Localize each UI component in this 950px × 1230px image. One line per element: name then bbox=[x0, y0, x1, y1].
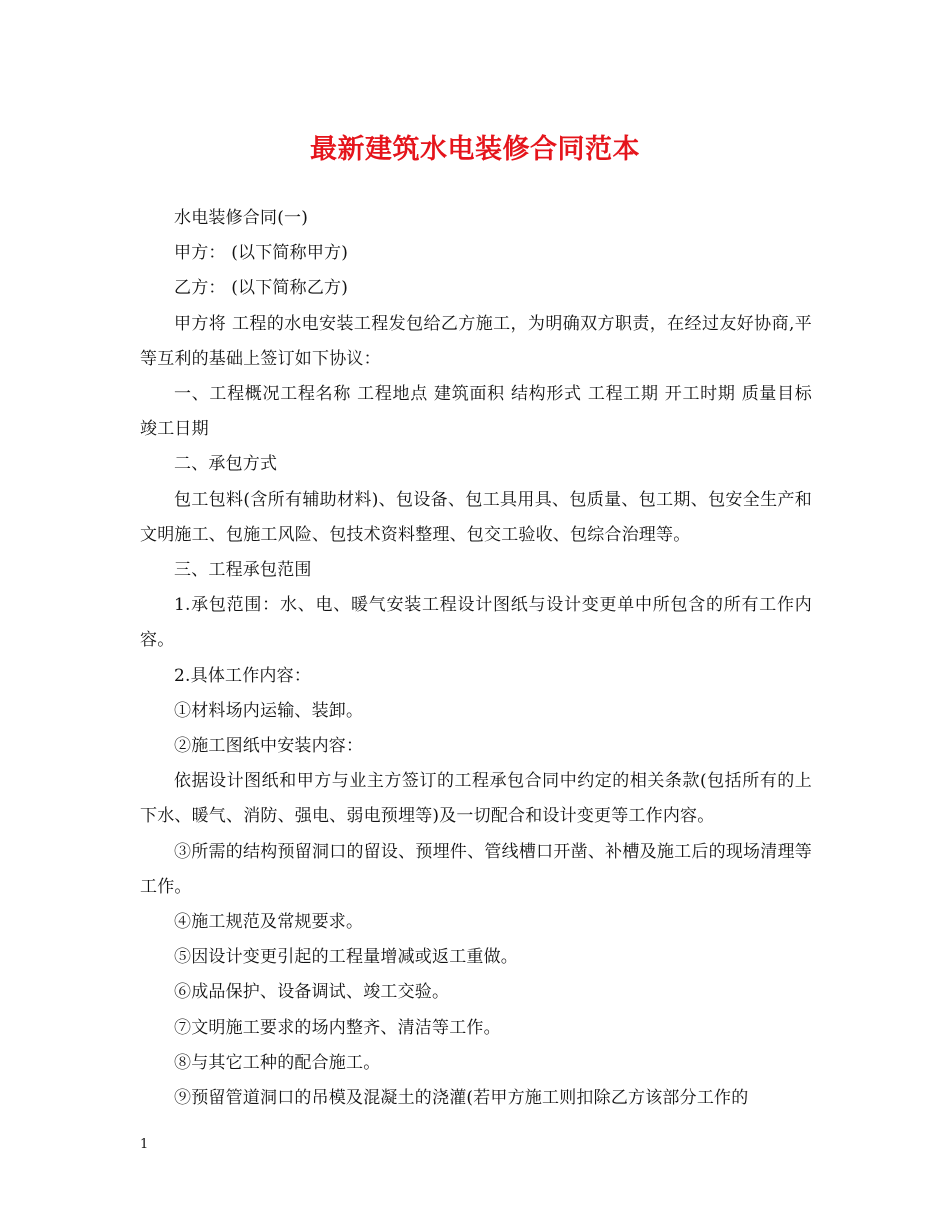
list-item-7: ⑦文明施工要求的场内整齐、清洁等工作。 bbox=[174, 1017, 501, 1038]
list-item-1: ①材料场内运输、装卸。 bbox=[174, 700, 364, 721]
paragraph-project-overview: 一、工程概况工程名称 工程地点 建筑面积 结构形式 工程工期 开工时期 质量目标 竣工日期 bbox=[140, 384, 812, 440]
document-body bbox=[140, 201, 812, 1116]
list-item-2: ②施工图纸中安装内容： bbox=[174, 736, 364, 757]
paragraph-contract-heading: 水电装修合同(一) bbox=[174, 208, 309, 228]
list-item-3: ③所需的结构预留洞口的留设、预埋件、管线槽口开凿、补槽及施工后的现场清理等工作。 bbox=[140, 841, 812, 897]
section-heading-contract-scope: 三、工程承包范围 bbox=[174, 560, 312, 581]
list-item-4: ④施工规范及常规要求。 bbox=[174, 912, 364, 933]
paragraph-scope-1: 1.承包范围：水、电、暖气安装工程设计图纸与设计变更单中所包含的所有工作内容。 bbox=[140, 595, 812, 651]
list-item-6: ⑥成品保护、设备调试、竣工交验。 bbox=[174, 982, 450, 1003]
paragraph-contract-method: 包工包料(含所有辅助材料)、包设备、包工具用具、包质量、包工期、包安全生产和文明施工、包施工风险、包技术资料整理、包交工验收、包综合治理等。 bbox=[140, 489, 812, 545]
list-item-9: ⑨预留管道洞口的吊模及混凝土的浇灌(若甲方施工则扣除乙方该部分工作的 bbox=[174, 1088, 749, 1109]
paragraph-design-basis: 依据设计图纸和甲方与业主方签订的工程承包合同中约定的相关条款(包括所有的上下水、暖气、消防、强电、弱电预埋等)及一切配合和设计变更等工作内容。 bbox=[140, 771, 812, 827]
document-title: 最新建筑水电装修合同范本 bbox=[310, 134, 640, 165]
list-item-5: ⑤因设计变更引起的工程量增减或返工重做。 bbox=[174, 947, 518, 968]
section-heading-contract-method: 二、承包方式 bbox=[174, 454, 278, 475]
paragraph-preamble: 甲方将 工程的水电安装工程发包给乙方施工，为明确双方职责，在经过友好协商,平等互利的基础上签订如下协议： bbox=[140, 313, 812, 369]
list-item-8: ⑧与其它工种的配合施工。 bbox=[174, 1052, 381, 1073]
paragraph-scope-2: 2.具体工作内容： bbox=[174, 665, 312, 686]
paragraph-party-a: 甲方： (以下简称甲方) bbox=[174, 243, 349, 264]
paragraph-party-b: 乙方： (以下简称乙方) bbox=[174, 278, 349, 299]
page-number: 1 bbox=[140, 1137, 149, 1152]
